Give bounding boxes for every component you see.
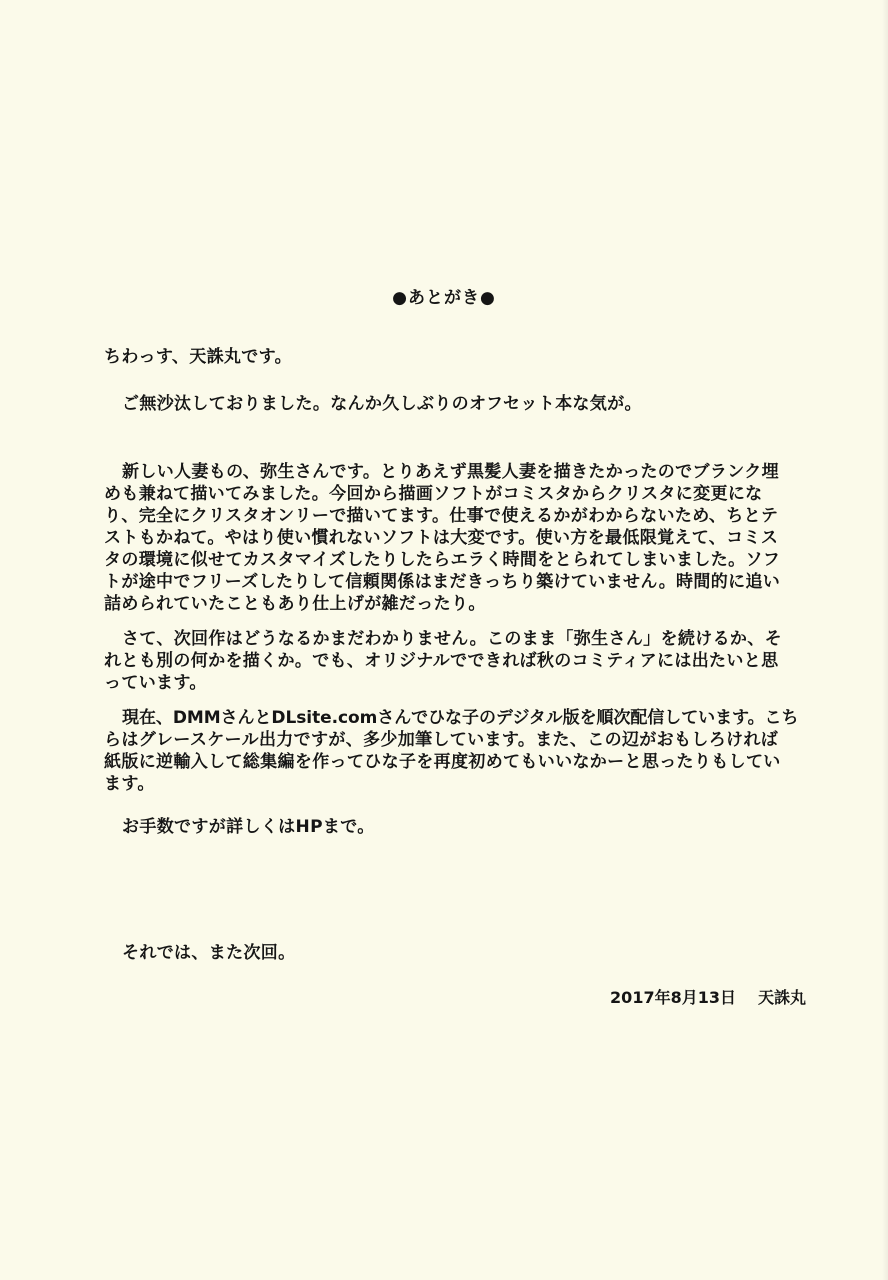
paragraph-line: 紙版に逆輸入して総集編を作ってひな子を再度初めてもいいなかーと思ったりもしてい xyxy=(104,752,781,772)
page-title: ●あとがき● xyxy=(392,288,496,308)
signature-author: 天誅丸 xyxy=(757,988,806,1007)
paragraph-line: ご無沙汰しておりました。なんか久しぶりのオフセット本な気が。 xyxy=(122,394,642,414)
page-edge-shadow xyxy=(882,0,888,1280)
signature-date: 2017年8月13日 xyxy=(610,988,736,1007)
paragraph-line: 現在、DMMさんとDLsite.comさんでひな子のデジタル版を順次配信しています。こち xyxy=(122,708,799,728)
paragraph-line: お手数ですが詳しくはHPまで。 xyxy=(122,817,375,837)
greeting-line: ちわっす、天誅丸です。 xyxy=(104,347,292,367)
paragraph-line: トが途中でフリーズしたりして信頼関係はまだきっちり築けていません。時間的に追い xyxy=(104,572,781,592)
paragraph-line: 新しい人妻もの、弥生さんです。とりあえず黒髪人妻を描きたかったのでブランク埋 xyxy=(122,462,779,482)
paragraph-line: ます。 xyxy=(104,774,155,794)
paragraph-line: らはグレースケール出力ですが、多少加筆しています。また、この辺がおもしろければ xyxy=(104,730,779,750)
paragraph-line: 詰められていたこともあり仕上げが雑だったり。 xyxy=(104,594,486,614)
paragraph-line: ストもかねて。やはり使い慣れないソフトは大変です。使い方を最低限覚えて、コミス xyxy=(104,528,779,548)
paragraph-line: り、完全にクリスタオンリーで描いてます。仕事で使えるかがわからないため、ちとテ xyxy=(104,506,779,526)
signature xyxy=(610,987,806,1009)
closing-line: それでは、また次回。 xyxy=(122,943,296,963)
paragraph-line: タの環境に似せてカスタマイズしたりしたらエラく時間をとられてしまいました。ソフ xyxy=(104,550,781,570)
paragraph-line: さて、次回作はどうなるかまだわかりません。このまま「弥生さん」を続けるか、そ xyxy=(122,629,782,649)
paragraph-line: めも兼ねて描いてみました。今回から描画ソフトがコミスタからクリスタに変更にな xyxy=(104,484,763,504)
paragraph-line: っています。 xyxy=(104,673,207,693)
paragraph-line: れとも別の何かを描くか。でも、オリジナルでできれば秋のコミティアには出たいと思 xyxy=(104,651,779,671)
